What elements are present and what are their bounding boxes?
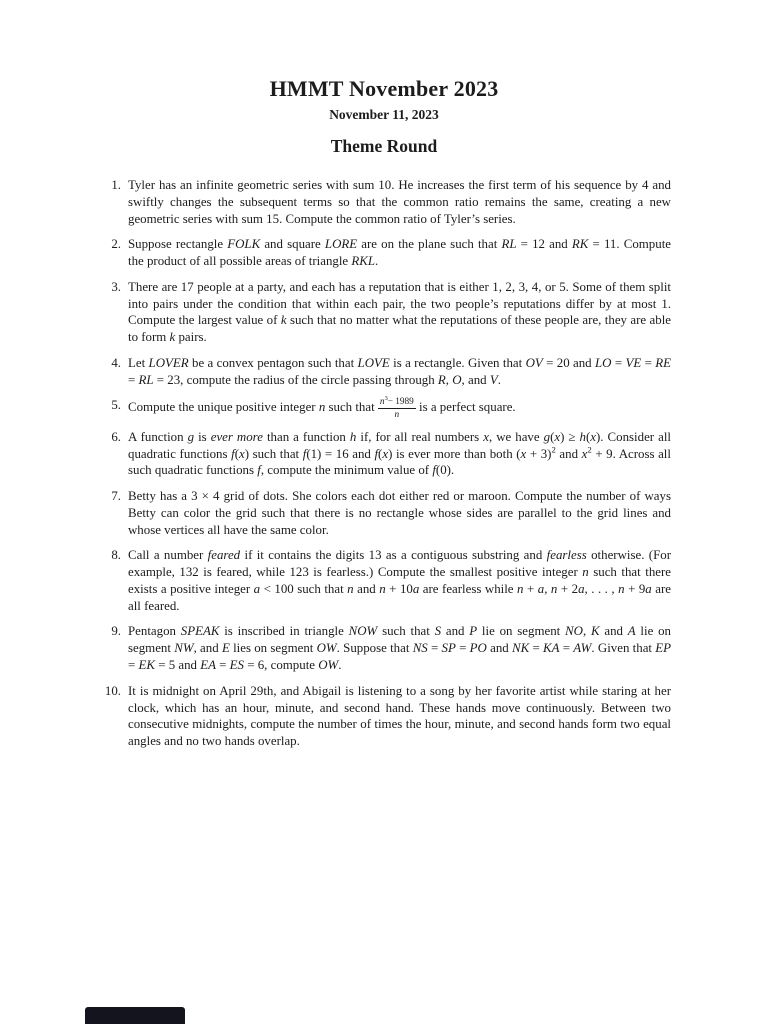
problem-body: Betty has a 3 × 4 grid of dots. She colors each dot either red or maroon. Compute the number of ways Betty can color the grid such that there is no rectangle whose sides are parallel to the grid lines and whose vertices all have the same color. (128, 489, 671, 537)
problems-list (97, 177, 671, 750)
problem-number: 9. (111, 624, 121, 639)
problem-number: 1. (111, 178, 121, 192)
problem-body: It is midnight on April 29th, and Abigail is listening to a song by her favorite artist while staring at her clock, which has an hour, minute, and second hand. These hands move continuously. Between two consecutive midnights, compute the number of times the hour, minute, and second hands form two equal angles and no two hands overlap. (128, 683, 671, 749)
problem-item (97, 279, 671, 346)
problem-item (97, 397, 671, 419)
round-heading: Theme Round (330, 136, 438, 156)
document-page (97, 0, 671, 750)
problem-body: Tyler has an infinite geometric series with sum 10. He increases the first term of his sequence by 4 and swiftly changes the subsequent terms so that the common ratio remains the same, creating a new geometric series with sum 15. Compute the common ratio of Tyler’s series. (128, 178, 671, 226)
problem-body: Suppose rectangle FOLK and square LORE are on the plane such that RL = 12 and RK = 11. Compute the product of all possible areas of triangle RKL. (128, 237, 671, 269)
problem-item (97, 623, 671, 673)
problem-body: There are 17 people at a party, and each has a reputation that is either 1, 2, 3, 4, or 5. Some of them split into pairs under the condition that within each pair, the two people’s reputations differ by at most 1. Compute the largest value of k such that no matter what the reputations of these people are, they are able to form k pairs. (128, 279, 671, 345)
problem-body: Compute the unique positive integer n such that $\frac{n^3- 1989}{n}$ is a perfect square. (128, 395, 516, 420)
problem-body: Pentagon SPEAK is inscribed in triangle NOW such that S and P lie on segment NO, K and A lie on segment NW, and E lies on segment OW. Suppose that NS = SP = PO and NK = KA = AW. Given that EP = EK = 5 and EA = ES = 6, compute OW. (128, 624, 672, 673)
problem-item (97, 429, 671, 479)
problem-number: 8. (111, 548, 121, 563)
problem-number: 5. (111, 398, 121, 413)
problem-number: 4. (111, 355, 121, 370)
problem-item (97, 683, 671, 750)
viewer-toolbar-fragment[interactable] (85, 1007, 185, 1024)
page-title: HMMT November 2023 (269, 76, 499, 101)
problem-number: 6. (111, 429, 121, 444)
problem-number: 10. (104, 683, 121, 698)
problem-body: Call a number feared if it contains the digits 13 as a contiguous substring and fearless otherwise. (For example, 132 is feared, while 123 is fearless.) Compute the smallest positive integer n such that there exists a positive integer a < 100 such that n and n + 10a are fearless while n + a, n + 2a, . . . , n + 9a are all feared. (128, 548, 672, 613)
problem-body: A function g is ever more than a function h if, for all real numbers x, we have g(x) ≥ h(x). Consider all quadratic functions f(x) such that f(1) = 16 and f(x) is ever more than both $(x + 3)^2$ and $x^2 + 9$. Across all such quadratic functions f, compute the minimum value of f(0). (128, 429, 671, 478)
problem-number: 7. (111, 489, 121, 504)
problem-item (97, 177, 671, 227)
problem-item (97, 547, 671, 614)
problem-item (97, 236, 671, 270)
problem-body: Let LOVER be a convex pentagon such that LOVE is a rectangle. Given that OV = 20 and LO = VE = RE = RL = 23, compute the radius of the circle passing through R, O, and V. (128, 355, 671, 387)
page-date: November 11, 2023 (329, 107, 439, 122)
problem-item (97, 355, 671, 389)
problem-number: 2. (111, 237, 121, 252)
problem-number: 3. (111, 279, 121, 294)
problem-item (97, 488, 671, 538)
